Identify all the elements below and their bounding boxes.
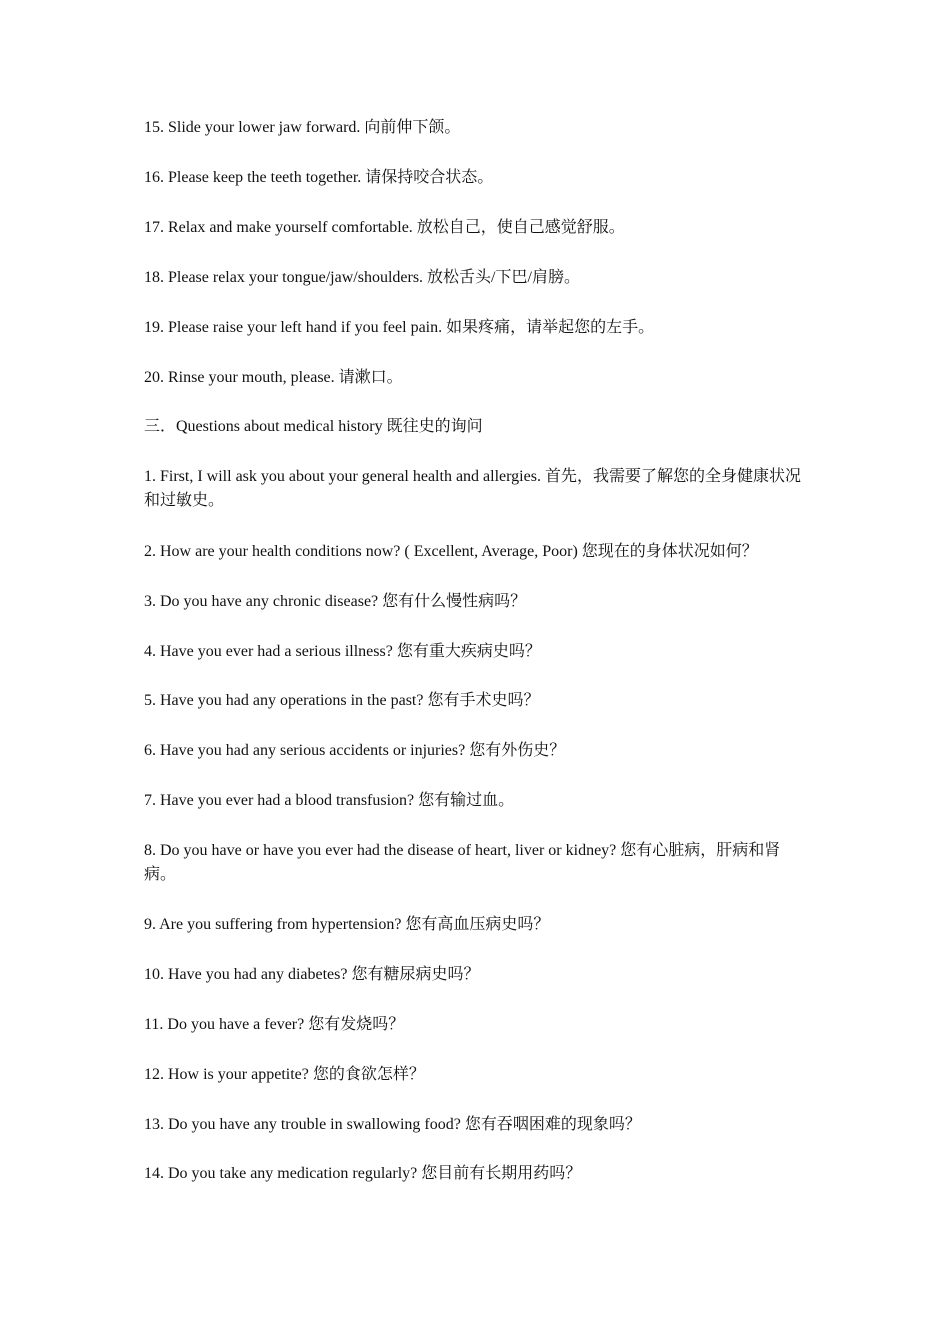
instruction-16: 16. Please keep the teeth together. 请保持咬合状态。 — [144, 169, 494, 186]
instruction-15: 15. Slide your lower jaw forward. 向前伸下颌。 — [144, 119, 461, 136]
history-question-13: 13. Do you have any trouble in swallowing food? 您有吞咽困难的现象吗？ — [144, 1116, 641, 1133]
instruction-18: 18. Please relax your tongue/jaw/shoulders. 放松舌头/下巴/肩膀。 — [144, 269, 580, 286]
history-question-4: 4. Have you ever had a serious illness? 您有重大疾病史吗？ — [144, 643, 541, 660]
history-question-2: 2. How are your health conditions now? ( Excellent, Average, Poor) 您现在的身体状况如何？ — [144, 543, 758, 560]
history-question-14: 14. Do you take any medication regularly? 您目前有长期用药吗？ — [144, 1165, 582, 1182]
history-question-9: 9. Are you suffering from hypertension? 您有高血压病史吗？ — [144, 916, 550, 933]
history-question-11: 11. Do you have a fever? 您有发烧吗？ — [144, 1016, 405, 1033]
history-question-5: 5. Have you had any operations in the past? 您有手术史吗？ — [144, 692, 540, 709]
section-heading: 三．Questions about medical history 既往史的询问 — [144, 418, 483, 435]
history-question-7: 7. Have you ever had a blood transfusion? 您有输过血。 — [144, 792, 515, 809]
history-question-3: 3. Do you have any chronic disease? 您有什么慢性病吗？ — [144, 593, 527, 610]
history-question-8: 8. Do you have or have you ever had the disease of heart, liver or kidney? 您有心脏病，肝病和肾病。 — [144, 842, 781, 883]
history-question-6: 6. Have you had any serious accidents or injuries? 您有外伤史？ — [144, 742, 566, 759]
instruction-17: 17. Relax and make yourself comfortable. 放松自己，使自己感觉舒服。 — [144, 219, 625, 236]
history-question-10: 10. Have you had any diabetes? 您有糖尿病史吗？ — [144, 966, 480, 983]
instruction-19: 19. Please raise your left hand if you feel pain. 如果疼痛，请举起您的左手。 — [144, 319, 655, 336]
history-question-12: 12. How is your appetite? 您的食欲怎样？ — [144, 1066, 425, 1083]
instruction-20: 20. Rinse your mouth, please. 请漱口。 — [144, 369, 403, 386]
history-question-1: 1. First, I will ask you about your general health and allergies. 首先，我需要了解您的全身健康状况和过敏史。 — [144, 468, 801, 509]
